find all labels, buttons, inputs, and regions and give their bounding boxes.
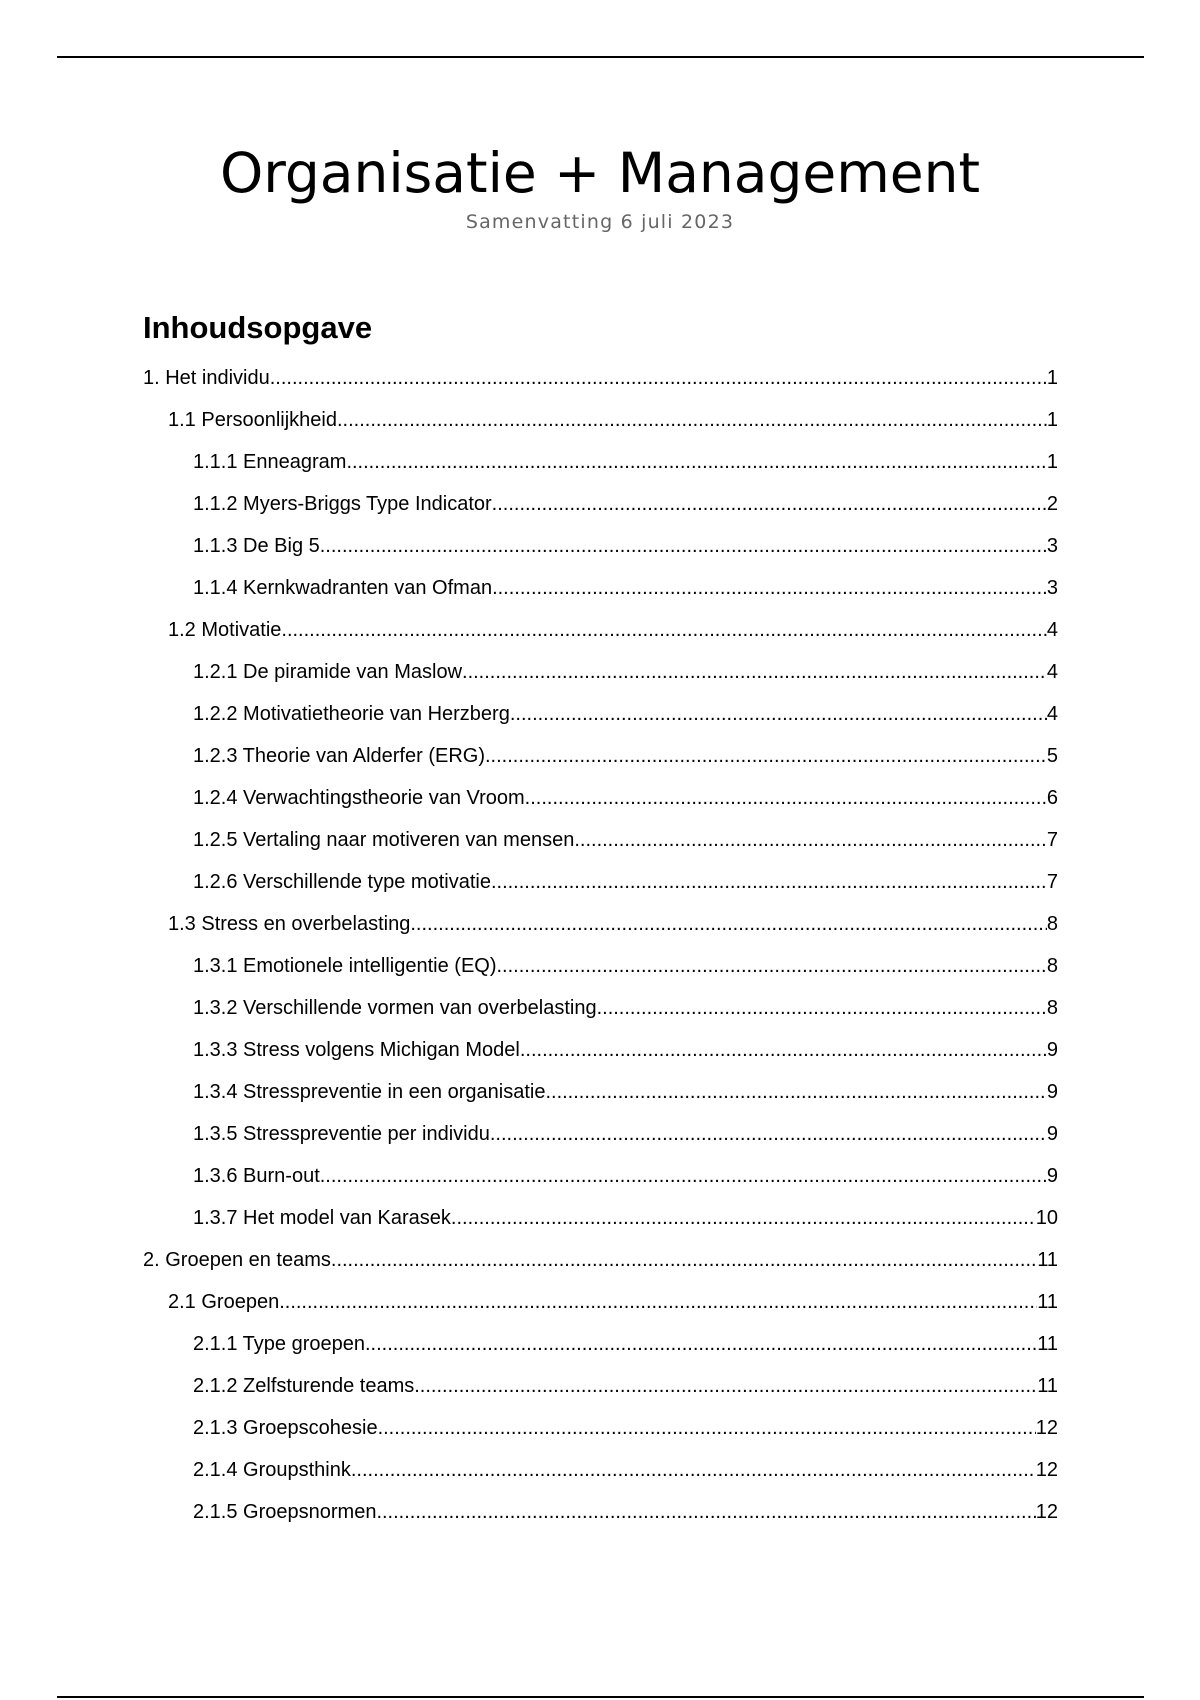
toc-entry-page-number[interactable]: 3 xyxy=(1046,535,1058,557)
toc-heading: Inhoudsopgave xyxy=(143,310,373,345)
toc-entry-label[interactable]: 1.1.1 Enneagram xyxy=(193,451,347,473)
toc-entry-page-number[interactable]: 4 xyxy=(1046,703,1058,725)
toc-dot-leader xyxy=(462,651,1047,693)
toc-entry-label[interactable]: 1.2.3 Theorie van Alderfer (ERG) xyxy=(193,745,485,767)
toc-entry-label[interactable]: 1.3.1 Emotionele intelligentie (EQ) xyxy=(193,955,497,977)
toc-entry-page-number[interactable]: 7 xyxy=(1046,871,1058,893)
toc-dot-leader xyxy=(365,1323,1037,1365)
toc-entry[interactable] xyxy=(143,1491,1058,1533)
toc-entry[interactable] xyxy=(143,1197,1058,1239)
toc-entry[interactable] xyxy=(143,441,1058,483)
toc-entry-label[interactable]: 1.3 Stress en overbelasting xyxy=(168,913,411,935)
toc-entry-page-number[interactable]: 5 xyxy=(1046,745,1058,767)
toc-entry-label[interactable]: 1.2.6 Verschillende type motivatie xyxy=(193,871,491,893)
toc-dot-leader xyxy=(510,693,1047,735)
toc-dot-leader xyxy=(574,819,1047,861)
toc-entry-label[interactable]: 1.3.2 Verschillende vormen van overbelasting xyxy=(193,997,597,1019)
toc-entry[interactable] xyxy=(143,903,1058,945)
toc-entry-label[interactable]: 2.1.3 Groepscohesie xyxy=(193,1417,378,1439)
document-title: Organisatie + Management xyxy=(219,141,981,205)
toc-entry-label[interactable]: 1.3.6 Burn-out xyxy=(193,1165,320,1187)
header-rule xyxy=(57,56,1144,58)
toc-entry[interactable] xyxy=(143,525,1058,567)
toc-entry-label[interactable]: 1.3.7 Het model van Karasek xyxy=(193,1207,451,1229)
toc-entry-label[interactable]: 1.1.2 Myers-Briggs Type Indicator xyxy=(193,493,492,515)
toc-entry-page-number[interactable]: 4 xyxy=(1046,619,1058,641)
toc-entry[interactable] xyxy=(143,357,1058,399)
toc-entry[interactable] xyxy=(143,1281,1058,1323)
toc-entry[interactable] xyxy=(143,987,1058,1029)
toc-dot-leader xyxy=(279,1281,1037,1323)
toc-entry-page-number[interactable]: 9 xyxy=(1046,1081,1058,1103)
toc-entry-label[interactable]: 1.3.3 Stress volgens Michigan Model xyxy=(193,1039,520,1061)
toc-dot-leader xyxy=(492,567,1047,609)
toc-entry[interactable] xyxy=(143,1239,1058,1281)
toc-entry-label[interactable]: 1.2.5 Vertaling naar motiveren van mensen xyxy=(193,829,575,851)
toc-entry[interactable] xyxy=(143,483,1058,525)
toc-entry-page-number[interactable]: 9 xyxy=(1046,1039,1058,1061)
toc-entry-page-number[interactable]: 9 xyxy=(1046,1165,1058,1187)
toc-entry-page-number[interactable]: 8 xyxy=(1046,997,1058,1019)
toc-entry[interactable] xyxy=(143,1407,1058,1449)
toc-entry[interactable] xyxy=(143,1155,1058,1197)
toc-entry[interactable] xyxy=(143,651,1058,693)
toc-entry[interactable] xyxy=(143,609,1058,651)
toc-entry-label[interactable]: 2.1.1 Type groepen xyxy=(193,1333,365,1355)
toc-entry-label[interactable]: 1.1.3 De Big 5 xyxy=(193,535,320,557)
toc-dot-leader xyxy=(492,483,1047,525)
toc-dot-leader xyxy=(414,1365,1037,1407)
toc-entry[interactable] xyxy=(143,819,1058,861)
toc-entry[interactable] xyxy=(143,399,1058,441)
toc-entry-page-number[interactable]: 12 xyxy=(1035,1417,1058,1439)
toc-entry[interactable] xyxy=(143,861,1058,903)
toc-dot-leader xyxy=(337,399,1047,441)
toc-dot-leader xyxy=(485,735,1047,777)
toc-entry-label[interactable]: 2.1.2 Zelfsturende teams xyxy=(193,1375,415,1397)
footer-rule xyxy=(57,1696,1144,1698)
toc-dot-leader xyxy=(376,1491,1035,1533)
toc-dot-leader xyxy=(320,525,1047,567)
toc-entry[interactable] xyxy=(143,1071,1058,1113)
toc-entry[interactable] xyxy=(143,1113,1058,1155)
toc-entry-label[interactable]: 1.2.1 De piramide van Maslow xyxy=(193,661,463,683)
toc-entry-label[interactable]: 1.1 Persoonlijkheid xyxy=(168,409,337,431)
toc-dot-leader xyxy=(346,441,1046,483)
toc-entry-page-number[interactable]: 1 xyxy=(1046,451,1058,473)
toc-entry-page-number[interactable]: 1 xyxy=(1046,409,1058,431)
table-of-contents xyxy=(143,357,1058,1533)
toc-entry-label[interactable]: 1.2 Motivatie xyxy=(168,619,282,641)
toc-entry-page-number[interactable]: 1 xyxy=(1046,367,1058,389)
toc-dot-leader xyxy=(491,861,1047,903)
toc-entry-label[interactable]: 1.1.4 Kernkwadranten van Ofman xyxy=(193,577,493,599)
toc-dot-leader xyxy=(351,1449,1036,1491)
toc-entry-page-number[interactable]: 2 xyxy=(1046,493,1058,515)
toc-entry-page-number[interactable]: 6 xyxy=(1046,787,1058,809)
toc-dot-leader xyxy=(520,1029,1047,1071)
toc-dot-leader xyxy=(490,1113,1047,1155)
toc-entry-page-number[interactable]: 8 xyxy=(1046,955,1058,977)
toc-entry[interactable] xyxy=(143,1029,1058,1071)
toc-entry-label[interactable]: 1.2.4 Verwachtingstheorie van Vroom xyxy=(193,787,525,809)
toc-entry[interactable] xyxy=(143,777,1058,819)
document-subtitle: Samenvatting 6 juli 2023 xyxy=(465,211,735,233)
toc-entry-page-number[interactable]: 7 xyxy=(1046,829,1058,851)
toc-entry-label[interactable]: 2.1.5 Groepsnormen xyxy=(193,1501,377,1523)
toc-dot-leader xyxy=(597,987,1047,1029)
toc-entry-page-number[interactable]: 3 xyxy=(1046,577,1058,599)
toc-entry-page-number[interactable]: 11 xyxy=(1037,1333,1058,1355)
toc-entry-label[interactable]: 1.3.5 Stresspreventie per individu xyxy=(193,1123,490,1145)
toc-dot-leader xyxy=(331,1239,1037,1281)
toc-entry[interactable] xyxy=(143,1449,1058,1491)
toc-entry-page-number[interactable]: 8 xyxy=(1046,913,1058,935)
toc-entry[interactable] xyxy=(143,693,1058,735)
toc-entry-page-number[interactable]: 9 xyxy=(1046,1123,1058,1145)
toc-dot-leader xyxy=(525,777,1047,819)
toc-entry-page-number[interactable]: 11 xyxy=(1037,1375,1058,1397)
toc-entry[interactable] xyxy=(143,735,1058,777)
toc-entry-page-number[interactable]: 11 xyxy=(1037,1291,1058,1313)
toc-entry-page-number[interactable]: 12 xyxy=(1035,1459,1058,1481)
toc-entry[interactable] xyxy=(143,1365,1058,1407)
toc-dot-leader xyxy=(281,609,1046,651)
toc-entry-page-number[interactable]: 10 xyxy=(1035,1207,1058,1229)
toc-entry[interactable] xyxy=(143,1323,1058,1365)
toc-entry-label[interactable]: 1.2.2 Motivatietheorie van Herzberg xyxy=(193,703,510,725)
toc-entry-page-number[interactable]: 12 xyxy=(1035,1501,1058,1523)
toc-entry-label[interactable]: 1.3.4 Stresspreventie in een organisatie xyxy=(193,1081,546,1103)
toc-dot-leader xyxy=(378,1407,1036,1449)
toc-dot-leader xyxy=(451,1197,1036,1239)
toc-entry-label[interactable]: 2.1.4 Groupsthink xyxy=(193,1459,351,1481)
toc-entry[interactable] xyxy=(143,567,1058,609)
toc-entry-label[interactable]: 2.1 Groepen xyxy=(168,1291,280,1313)
toc-dot-leader xyxy=(270,357,1047,399)
toc-dot-leader xyxy=(545,1071,1046,1113)
toc-entry-page-number[interactable]: 4 xyxy=(1046,661,1058,683)
toc-entry-page-number[interactable]: 11 xyxy=(1037,1249,1058,1271)
toc-entry[interactable] xyxy=(143,945,1058,987)
toc-entry-label[interactable]: 2. Groepen en teams xyxy=(143,1249,331,1271)
toc-entry-label[interactable]: 1. Het individu xyxy=(143,367,270,389)
toc-dot-leader xyxy=(410,903,1047,945)
toc-dot-leader xyxy=(320,1155,1047,1197)
toc-dot-leader xyxy=(497,945,1047,987)
